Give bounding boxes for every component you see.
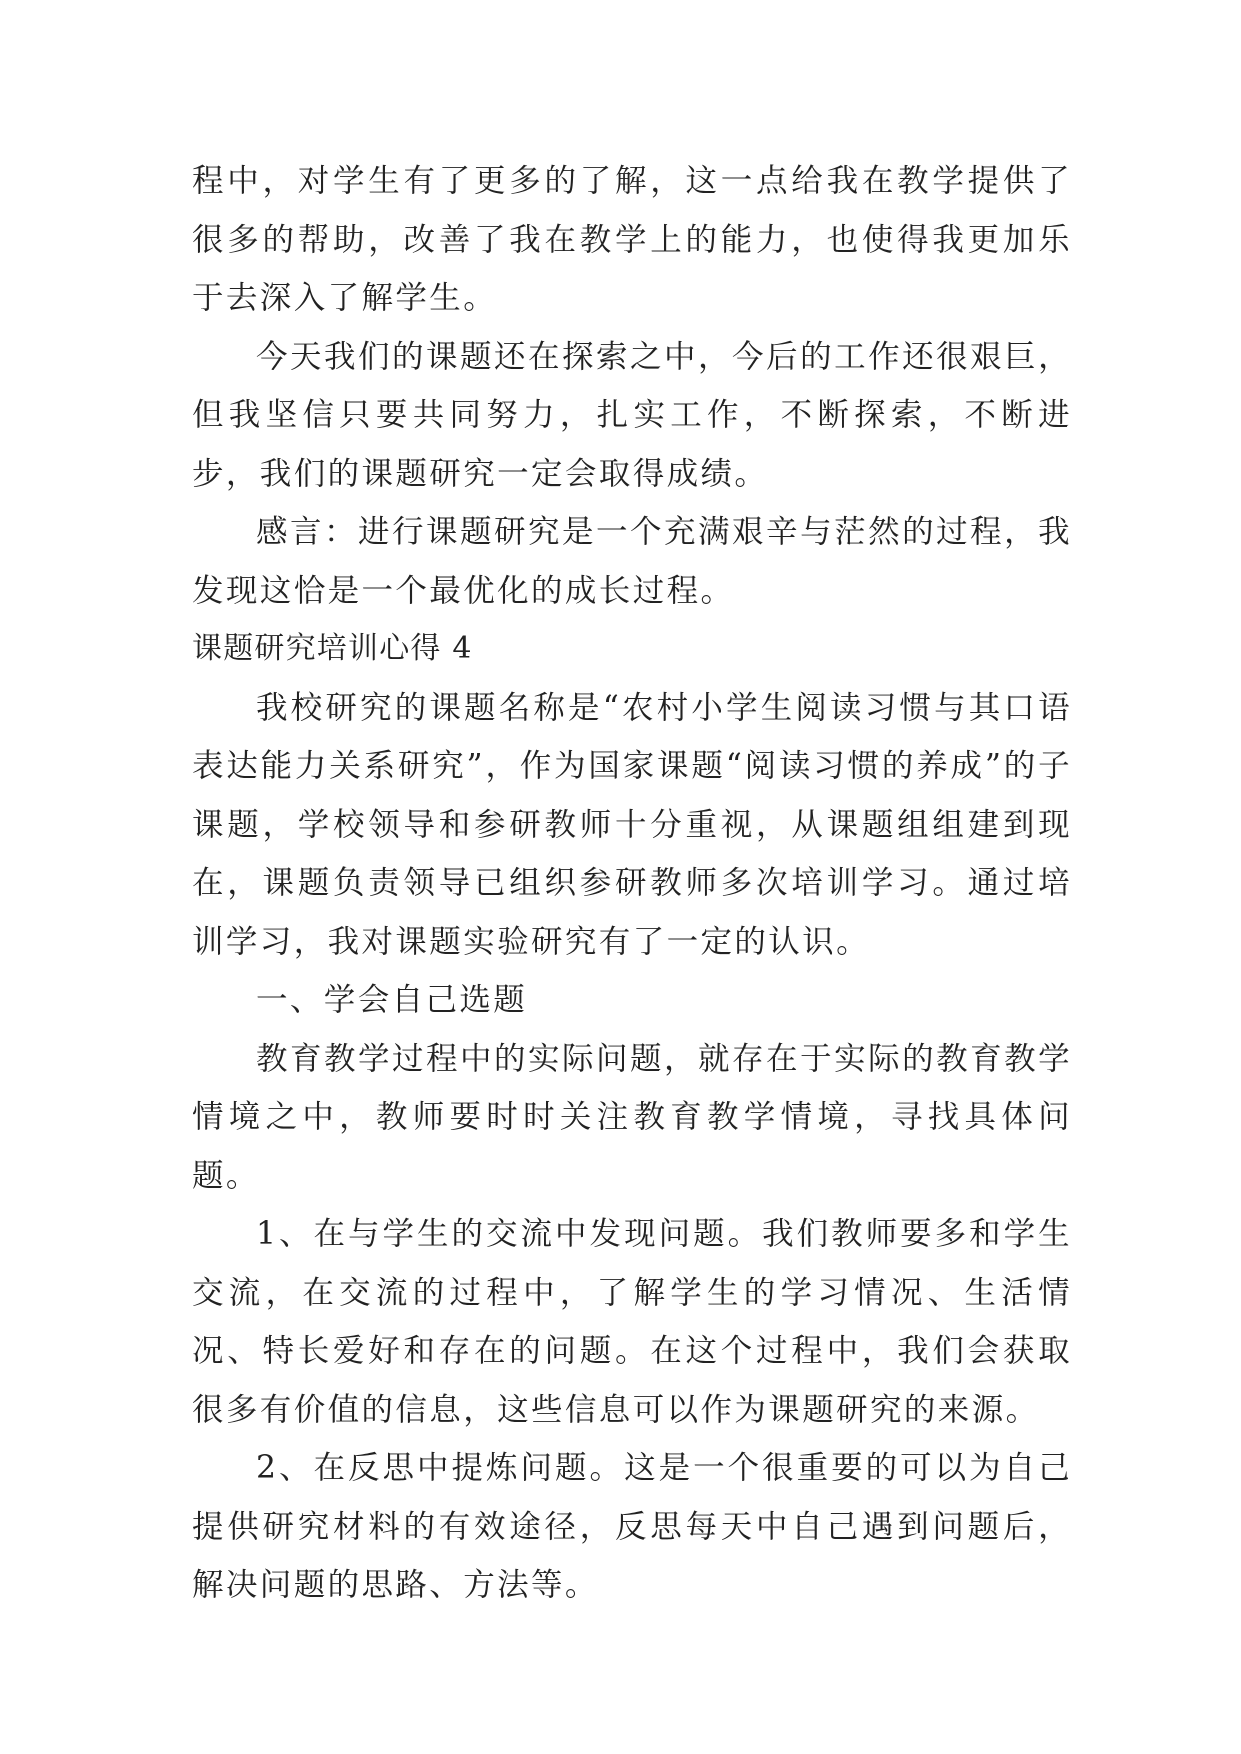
- document-body: [192, 152, 1072, 1615]
- numbered-paragraph-2: 2、在反思中提炼问题。这是一个很重要的可以为自己提供研究材料的有效途径，反思每天中自己遇到问题后，解决问题的思路、方法等。: [192, 1450, 1072, 1603]
- paragraph-reflection: 感言：进行课题研究是一个充满艰辛与茫然的过程，我发现这恰是一个最优化的成长过程。: [192, 514, 1072, 609]
- section-heading: 课题研究培训心得 4: [192, 631, 473, 666]
- subheading: 一、学会自己选题: [256, 982, 528, 1018]
- numbered-paragraph-1: 1、在与学生的交流中发现问题。我们教师要多和学生交流，在交流的过程中，了解学生的学习情况、生活情况、特长爱好和存在的问题。在这个过程中，我们会获取很多有价值的信息，这些信息可以作为课题研究的来源。: [192, 1216, 1072, 1428]
- paragraph-continued: 程中，对学生有了更多的了解，这一点给我在教学提供了很多的帮助，改善了我在教学上的能力，也使得我更加乐于去深入了解学生。: [192, 163, 1072, 316]
- paragraph: 今天我们的课题还在探索之中，今后的工作还很艰巨，但我坚信只要共同努力，扎实工作，不断探索，不断进步，我们的课题研究一定会取得成绩。: [192, 338, 1072, 492]
- paragraph: 教育教学过程中的实际问题，就存在于实际的教育教学情境之中，教师要时时关注教育教学情境，寻找具体问题。: [192, 1040, 1072, 1194]
- paragraph: 我校研究的课题名称是“农村小学生阅读习惯与其口语表达能力关系研究”，作为国家课题“阅读习惯的养成”的子课题，学校领导和参研教师十分重视，从课题组组建到现在，课题负责领导已组织参研教师多次培训学习。通过培训学习，我对课题实验研究有了一定的认识。: [192, 689, 1072, 960]
